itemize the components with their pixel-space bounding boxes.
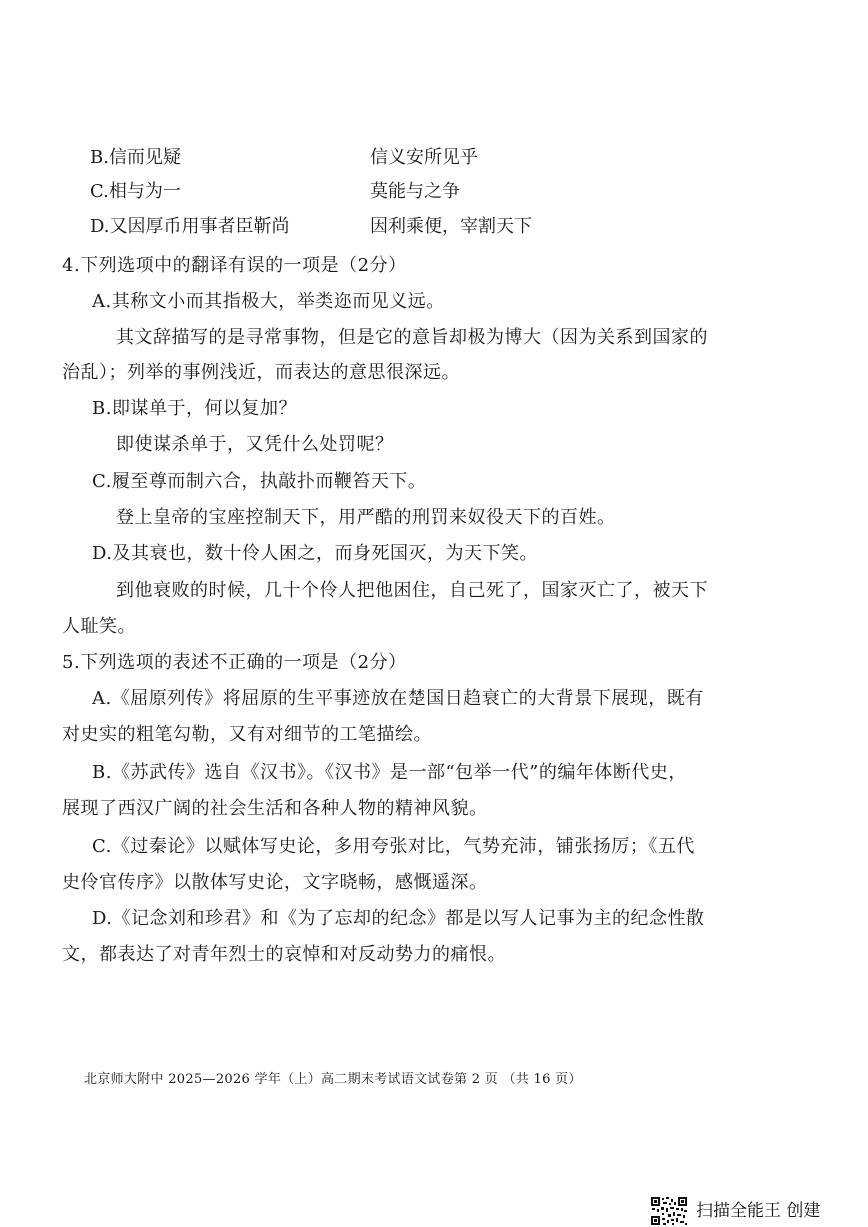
q5-option-b-line-1: B.《苏武传》选自《汉书》。《汉书》是一部“包举一代”的编年体断代史， — [92, 762, 687, 783]
q4-option-d: D.及其衰也，数十伶人困之，而身死国灭，为天下笑。 — [92, 543, 539, 564]
q4-option-a-translation-1: 其文辞描写的是寻常事物，但是它的意旨却极为博大（因为关系到国家的 — [116, 327, 708, 348]
q5-option-a-line-2: 对史实的粗笔勾勒，又有对细节的工笔描绘。 — [62, 724, 432, 745]
q3-option-c — [90, 179, 790, 205]
q3-option-b — [90, 145, 790, 171]
q3-option-b-right: 信义安所见乎 — [370, 147, 478, 168]
qr-code-icon — [650, 1196, 688, 1226]
q5-stem: 5.下列选项的表述不正确的一项是（2分） — [62, 652, 407, 673]
q4-option-d-translation-2: 人耻笑。 — [62, 616, 136, 637]
q4-option-c: C.履至尊而制六合，执敲扑而鞭笞天下。 — [92, 471, 427, 492]
q3-option-d-right: 因利乘便，宰割天下 — [370, 216, 532, 237]
q3-option-c-right: 莫能与之争 — [370, 181, 460, 202]
watermark-text: 扫描全能王 创建 — [696, 1201, 821, 1221]
q4-option-b-translation: 即使谋杀单于，又凭什么处罚呢？ — [116, 434, 394, 455]
q4-stem: 4.下列选项中的翻译有误的一项是（2分） — [62, 255, 407, 276]
q5-option-c-line-1: C.《过秦论》以赋体写史论，多用夸张对比，气势充沛，铺张扬厉；《五代 — [92, 836, 695, 857]
q4-option-b: B.即谋单于，何以复加？ — [92, 398, 297, 419]
q3-option-c-left: C.相与为一 — [90, 181, 181, 202]
q3-option-d — [90, 214, 790, 240]
q5-option-b-line-2: 展现了西汉广阔的社会生活和各种人物的精神风貌。 — [62, 798, 488, 819]
scanner-watermark — [650, 1196, 865, 1226]
q5-option-d-line-1: D.《记念刘和珍君》和《为了忘却的纪念》都是以写人记事为主的纪念性散 — [92, 908, 705, 929]
q4-option-a-translation-2: 治乱）；列举的事例浅近，而表达的意思很深远。 — [62, 362, 460, 383]
page-footer: 北京师大附中 2025—2026 学年（上）高二期末考试语文试卷第 2 页 （共 16 页） — [84, 1072, 582, 1087]
q5-option-c-line-2: 史伶官传序》以散体写史论，文字晓畅，感慨遥深。 — [62, 872, 488, 893]
q4-option-a: A.其称文小而其指极大，举类迩而见义远。 — [92, 291, 445, 312]
q4-option-c-translation: 登上皇帝的宝座控制天下，用严酷的刑罚来奴役天下的百姓。 — [116, 507, 616, 528]
q4-option-d-translation-1: 到他衰败的时候，几十个伶人把他困住，自己死了，国家灭亡了，被天下 — [116, 580, 708, 601]
q5-option-a-line-1: A.《屈原列传》将屈原的生平事迹放在楚国日趋衰亡的大背景下展现，既有 — [92, 688, 704, 709]
q5-option-d-line-2: 文，都表达了对青年烈士的哀悼和对反动势力的痛恨。 — [62, 944, 506, 965]
q3-option-b-left: B.信而见疑 — [90, 147, 181, 168]
q3-option-d-left: D.又因厚币用事者臣靳尚 — [90, 216, 290, 237]
